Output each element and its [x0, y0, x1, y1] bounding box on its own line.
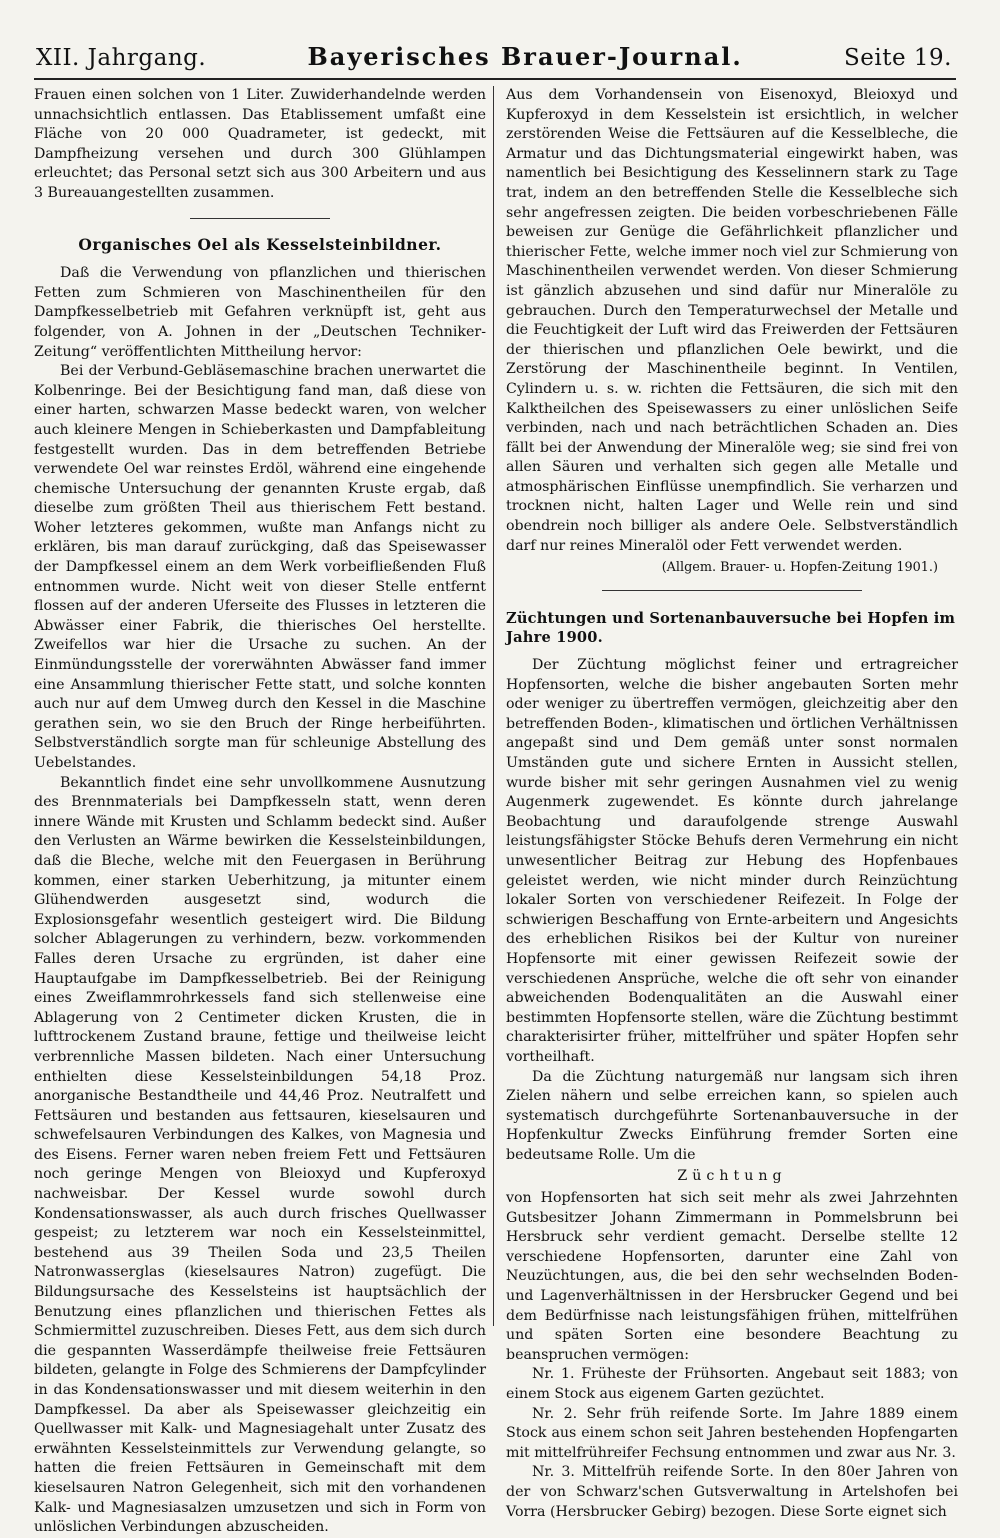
page-header	[36, 42, 952, 78]
source-citation: (Allgem. Brauer- u. Hopfen-Zeitung 1901.)	[661, 560, 938, 576]
journal-title: Bayerisches Brauer-Journal.	[307, 42, 743, 71]
article-title-organisches-oel: Organisches Oel als Kesselsteinbildner.	[78, 234, 442, 254]
right-column	[506, 86, 958, 1522]
header-rule	[34, 78, 956, 80]
article-paragraph-1: Der Züchtung möglichst feiner und ertragreicher Hopfensorten, welche die bisher angebauten Sorten mehr oder weniger zu übertreffen vermögen, gleichzeitig aber den betreffenden Boden-, klimatischen und örtlichen Verhältnissen angepaßt sind und Dem gemäß unter sonst normalen Umständen gute und sichere Ernten in Aussicht stellen, wurde bisher mit sehr geringen Ausnahmen viel zu wenig Augenmerk zugewendet. Es könnte durch jahrelange Beobachtung und daraufolgende strenge Auswahl leistungsfähigster Stöcke Behufs deren Vermehrung ein nicht unwesentlicher Beitrag zur Hebung des Hopfenbaues geleistet werden, wie nicht minder durch Reinzüchtung lokaler Sorten von verschiedener Reifezeit. In Folge der schwierigen Beschaffung von Ernte-arbeitern und Angesichts des erheblichen Risikos bei der Kultur von nureiner Hopfensorte mit einer gewissen Reifezeit sowie der verschiedenen Ansprüche, welche die oft sehr von einander abweichenden Bodenqualitäten an die Auswahl einer bestimmten Hopfensorte stellen, wäre die Züchtung bestimmt charakterisirter früher, mittelfrüher und später Hopfen sehr vortheilhaft.	[506, 657, 958, 1065]
page-number: Seite 19.	[844, 45, 952, 71]
left-column	[34, 86, 486, 1538]
article-paragraph-3: Bekanntlich findet eine sehr unvollkommene Ausnutzung des Brennmaterials bei Dampfkesseln statt, wenn deren innere Wände mit Krusten und Schlamm bedeckt sind. Außer den Verlusten an Wärme bewirken die Kesselsteinbildungen, daß die Bleche, welche mit den Feuergasen in Berührung kommen, einer starken Ueberhitzung, ja mitunter einem Glühendwerden ausgesetzt sind, wodurch die Explosionsgefahr wesentlich gesteigert wird. Die Bildung solcher Ablagerungen zu verhindern, bezw. vorkommenden Falles deren Ursache zu ergründen, ist daher eine Hauptaufgabe im Dampfkesselbetrieb. Bei der Reinigung eines Zweiflammrohrkessels fand sich stellenweise eine Ablagerung von 2 Centimeter dicken Krusten, die in lufttrockenem Zustand braune, fettige und theilweise leicht verbrennliche Massen bildeten. Nach einer Untersuchung enthielten diese Kesselsteinbildungen 54,18 Proz. anorganische Bestandtheile und 44,46 Proz. Neutralfett und Fettsäuren und bestanden aus fettsauren, kieselsauren und schwefelsauren Verbindungen des Kalkes, von Magnesia und des Eisens. Ferner waren neben freiem Fett und Fettsäuren noch geringe Mengen von Bleioxyd und Kupferoxyd nachweisbar. Der Kessel wurde sowohl durch Kondensationswasser, als auch durch frisches Quellwasser gespeist; zu letzterem war noch ein Kesselsteinmittel, bestehend aus 39 Theilen Soda und 23,5 Theilen Natronwasserglas (kieselsaures Natron) zugefügt. Die Bildungsursache des Kesselsteins ist hauptsächlich der Benutzung eines pflanzlichen und thierischen Fettes als Schmiermittel zuzuschreiben. Dieses Fett, aus dem sich durch die gespannten Wasserdämpfe theilweise freie Fettsäuren bildeten, gelangte in Folge des Schmierens der Dampfcylinder in das Kondensationswasser und mit diesem weiterhin in den Dampfkessel. Da aber als Speisewasser gleichzeitig ein Quellwasser mit Kalk- und Magnesiagehalt unter Zusatz des erwähnten Kesselsteinmittels zur Verwendung gelangte, so hatten die freien Fettsäuren in Gemeinschaft mit dem kieselsauren Natron Gelegenheit, sich mit den vorhandenen Kalk- und Magnesiasalzen umzusetzen und sich in Form von unlöslichen Verbindungen abzuscheiden.	[34, 774, 486, 1536]
centered-heading-word: Züchtung	[677, 1168, 787, 1185]
section-separator	[602, 590, 862, 591]
article-paragraph-2: Da die Züchtung naturgemäß nur langsam sich ihren Zielen nähern und selbe erreichen kann, so spielen auch systematisch durchgeführte Sortenanbauversuche in der Hopfenkultur Zwecks Einführung fremder Sorten eine bedeutsame Rolle. Um die	[506, 1068, 958, 1163]
article-paragraph-3: von Hopfensorten hat sich seit mehr als zwei Jahrzehnten Gutsbesitzer Johann Zimmermann in Pommelsbrunn bei Hersbruck sehr verdient gemacht. Derselbe stellte 12 verschiedene Hopfensorten, darunter eine Zahl von Neuzüchtungen, aus, die bei den sehr wechselnden Boden- und Lagenverhältnissen in der Hersbrucker Gegend und bei dem Bedürfnisse nach leistungsfähigen frühen, mittelfrühen und späten Sorten eine besondere Beachtung zu beanspruchen vermögen:	[506, 1190, 958, 1363]
article-paragraph-2: Bei der Verbund-Gebläsemaschine brachen unerwartet die Kolbenringe. Bei der Besichtigung fand man, daß diese von einer harten, schwarzen Masse bedeckt waren, von welcher auch kleinere Mengen in Schieberkasten und Dampfableitung festgestellt wurden. Das in dem betreffenden Betriebe verwendete Oel war reinstes Erdöl, während eine eingehende chemische Untersuchung der genannten Kruste ergab, daß dieselbe zum größten Theil aus thierischem Fett bestand. Woher letzteres gekommen, wußte man Anfangs nicht zu erklären, bis man darauf zurückging, daß das Speisewasser der Dampfkessel einem an dem Werk vorbeifließenden Fluß entnommen wurde. Nicht weit von dieser Stelle entfernt flossen auf der anderen Uferseite des Flusses in letzteren die Abwässer einer Fabrik, die thierisches Oel herstellte. Zweifellos war hier die Ursache zu suchen. An der Einmündungsstelle der vorerwähnten Abwässer fand immer eine Ansammlung thierischer Fette statt, und solche konnten auch nur auf dem Umweg durch den Kessel in die Maschine gerathen sein, wo sie den Bruch der Ringe herbeiführten. Selbstverständlich sorgte man für schleunige Abstellung des Uebelstandes.	[34, 363, 486, 771]
variety-item-2: Nr. 2. Sehr früh reifende Sorte. Im Jahre 1889 einem Stock aus einem schon seit Jahren bestehenden Hopfengarten mit mittelfrühreifer Fechsung entnommen und zwar aus Nr. 3.	[506, 1405, 958, 1461]
column-divider	[493, 86, 494, 1326]
variety-item-1: Nr. 1. Früheste der Frühsorten. Angebaut seit 1883; von einem Stock aus eigenem Garten gezüchtet.	[506, 1366, 958, 1402]
continuation-paragraph: Aus dem Vorhandensein von Eisenoxyd, Bleioxyd und Kupferoxyd in dem Kesselstein ist ersichtlich, in welcher zerstörenden Weise die Fettsäuren auf die Kesselbleche, die Armatur und das Dichtungsmaterial eingewirkt haben, was namentlich bei Besichtigung des Kesselinnern stark zu Tage trat, indem an den betreffenden Stelle die Kesselbleche sich sehr angefressen zeigten. Die beiden vorbeschriebenen Fälle beweisen zur Genüge die Gefährlichkeit pflanzlicher und thierischer Fette, welche immer noch viel zur Schmierung von Maschinentheilen verwendet werden. Von dieser Schmierung ist gänzlich abzusehen und sind dafür nur Mineralöle zu gebrauchen. Durch den Temperaturwechsel der Metalle und die Feuchtigkeit der Luft wird das Freiwerden der Fettsäuren der thierischen und pflanzlichen Oele bewirkt, und die Zerstörung der Maschinentheile beginnt. In Ventilen, Cylindern u. s. w. richten die Fettsäuren, die sich mit den Kalktheilchen des Speisewassers zu einer unlöslichen Seife verbinden, nach und nach beträchtlichen Schaden an. Dies fällt bei der Anwendung der Mineralöle weg; sie sind frei von allen Säuren und verhalten sich gegen alle Metalle und atmosphärischen Einflüsse unempfindlich. Sie verharzen und trocknen nicht, halten Lager und Welle rein und sind obendrein noch billiger als andere Oele. Selbstverständlich darf nur reines Mineralöl oder Fett verwendet werden.	[506, 87, 958, 554]
intro-paragraph: Frauen einen solchen von 1 Liter. Zuwiderhandelnde werden unnachsichtlich entlassen. Das Etablissement umfaßt eine Fläche von 20 000 Quadrameter, ist gedeckt, mit Dampfheizung versehen und durch 300 Glühlampen erleuchtet; das Personal setzt sich aus 300 Arbeitern und aus 3 Bureauangestellten zusammen.	[34, 87, 486, 201]
variety-item-3: Nr. 3. Mittelfrüh reifende Sorte. In den 80er Jahren von der von Schwarz'schen Gutsverwaltung in Artelshofen bei Vorra (Hersbrucker Gebirg) bezogen. Diese Sorte eignet sich	[506, 1464, 958, 1520]
section-separator	[190, 218, 330, 219]
volume-label: XII. Jahrgang.	[36, 45, 207, 71]
article-title-zuechtungen: Züchtungen und Sortenanbauversuche bei Hopfen im Jahre 1900.	[506, 609, 956, 647]
article-paragraph-1: Daß die Verwendung von pflanzlichen und thierischen Fetten zum Schmieren von Maschinentheilen für den Dampfkesselbetrieb mit Gefahren verknüpft ist, geht aus folgender, von A. Johnen in der „Deutschen Techniker-Zeitung“ veröffentlichten Mittheilung hervor:	[34, 265, 486, 360]
